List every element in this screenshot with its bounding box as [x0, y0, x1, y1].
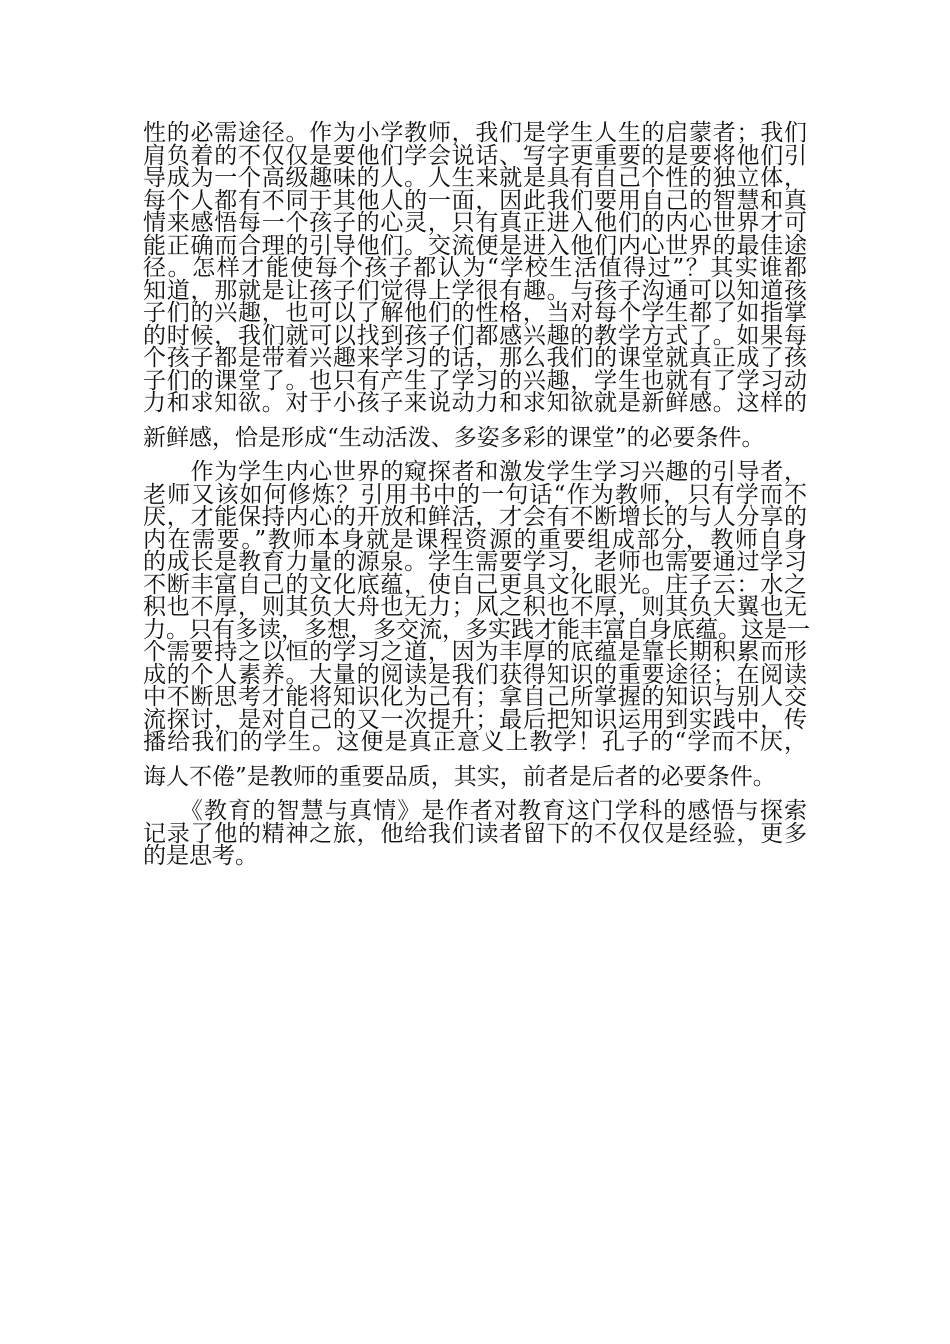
paragraph-1 — [143, 122, 807, 449]
text-line: 子们的兴趣，也可以了解他们的性格，当对每个学生都了如指掌 — [143, 300, 807, 326]
text-line: 作为学生内心世界的窥探者和激发学生学习兴趣的引导者， — [143, 459, 807, 485]
text-line: 个孩子都是带着兴趣来学习的话，那么我们的课堂就真正成了孩 — [143, 345, 807, 371]
text-line: 导成为一个高级趣味的人。人生来就是具有自己个性的独立体， — [143, 165, 807, 191]
text-line: 每个人都有不同于其他人的一面，因此我们要用自己的智慧和真 — [143, 187, 807, 214]
text-line: 知道，那就是让孩子们觉得上学很有趣。与孩子沟通可以知道孩 — [143, 277, 807, 304]
text-line: 的是思考。 — [143, 843, 258, 869]
document-body — [143, 120, 810, 869]
text-line: 不断丰富自己的文化底蕴，使自己更具文化眼光。庄子云：水之 — [143, 571, 807, 598]
text-line: 厌，才能保持内心的开放和鲜活，才会有不断增长的与人分享的 — [143, 504, 807, 530]
text-line: 流探讨，是对自己的又一次提升；最后把知识运用到实践中，传 — [143, 706, 807, 733]
text-line: 能正确而合理的引导他们。交流便是进入他们内心世界的最佳途 — [143, 232, 807, 259]
text-line: 性的必需途径。作为小学教师，我们是学生人生的启蒙者；我们 — [143, 120, 807, 146]
text-line: 新鲜感，恰是形成“生动活泼、多姿多彩的课堂”的必要条件。 — [143, 424, 765, 451]
paragraph-2 — [143, 459, 810, 790]
text-line: 力和求知欲。对于小孩子来说动力和求知欲就是新鲜感。这样的 — [143, 390, 807, 416]
text-line: 情来感悟每一个孩子的心灵，只有真正进入他们的内心世界才可 — [143, 210, 807, 236]
text-line: 成的个人素养。大量的阅读是我们获得知识的重要途径；在阅读 — [143, 661, 807, 688]
text-line: 力。只有多读，多想，多交流，多实践才能丰富自身底蕴。这是一 — [143, 616, 810, 643]
text-line: 子们的课堂了。也只有产生了学习的兴趣，学生也就有了学习动 — [143, 367, 807, 394]
text-line: 径。怎样才能使每个孩子都认为“学校生活值得过”？其实谁都 — [143, 255, 807, 281]
text-line: 播给我们的学生。这便是真正意义上教学！孔子的“学而不厌， — [143, 729, 807, 755]
paragraph-3 — [143, 800, 807, 868]
text-line: 《教育的智慧与真情》是作者对教育这门学科的感悟与探索 — [143, 798, 807, 824]
text-line: 的时候，我们就可以找到孩子们都感兴趣的教学方式了。如果每 — [143, 322, 807, 349]
text-line: 诲人不倦”是教师的重要品质，其实，前者是后者的必要条件。 — [143, 763, 776, 790]
text-line: 记录了他的精神之旅，他给我们读者留下的不仅仅是经验，更多 — [143, 820, 807, 847]
text-line: 老师又该如何修炼？引用书中的一句话“作为教师，只有学而不 — [143, 481, 807, 508]
text-line: 积也不厚，则其负大舟也无力；风之积也不厚，则其负大翼也无 — [143, 594, 807, 620]
text-line: 内在需要。”教师本身就是课程资源的重要组成部分，教师自身 — [143, 526, 807, 553]
text-line: 中不断思考才能将知识化为己有；拿自己所掌握的知识与别人交 — [143, 684, 807, 710]
text-line: 个需要持之以恒的学习之道，因为丰厚的底蕴是靠长期积累而形 — [143, 639, 807, 665]
text-line: 肩负着的不仅仅是要他们学会说话、写字更重要的是要将他们引 — [143, 142, 807, 169]
text-line: 的成长是教育力量的源泉。学生需要学习，老师也需要通过学习 — [143, 549, 807, 575]
